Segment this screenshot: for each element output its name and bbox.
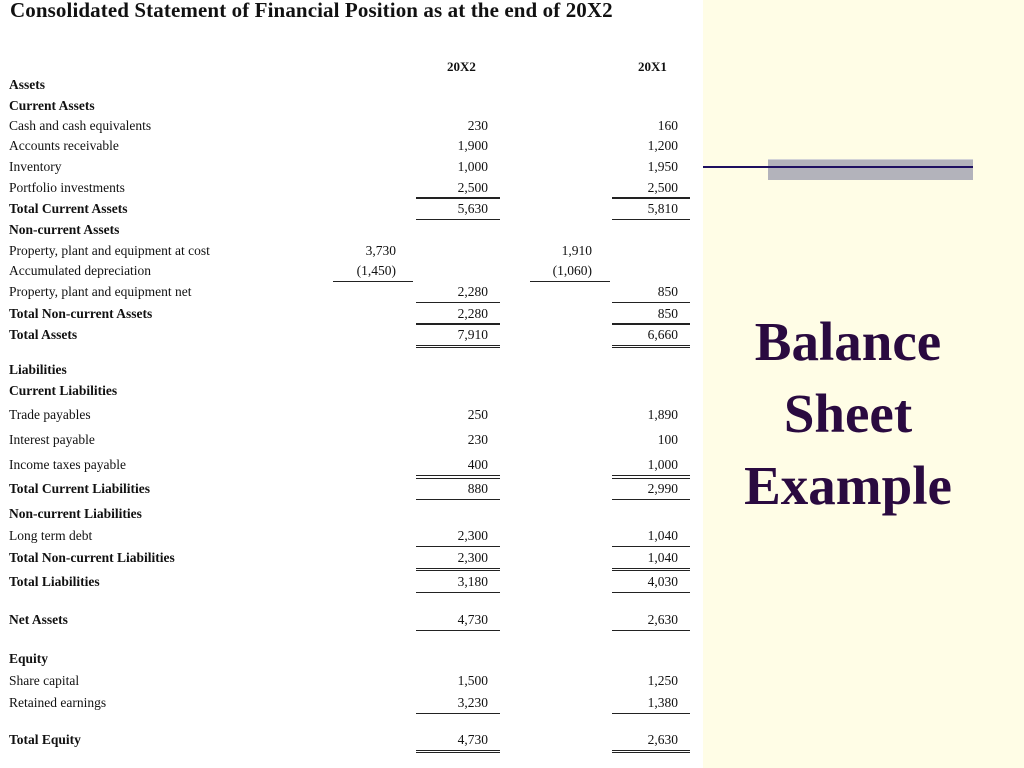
row-value-c2: 2,300 bbox=[457, 550, 488, 565]
underline bbox=[416, 323, 500, 324]
row-value-c2: 250 bbox=[467, 407, 488, 422]
row-label: Total Liabilities bbox=[9, 574, 100, 589]
underline bbox=[612, 475, 690, 476]
double-underline bbox=[612, 345, 690, 348]
underline bbox=[416, 568, 500, 569]
row-label: Total Non-current Assets bbox=[9, 306, 153, 321]
row-label: Trade payables bbox=[9, 407, 91, 422]
row-label: Accumulated depreciation bbox=[9, 263, 152, 278]
row-value-c1: 850 bbox=[657, 306, 678, 321]
row-value-c2: 1,900 bbox=[457, 138, 488, 153]
underline bbox=[416, 570, 500, 571]
underline bbox=[333, 281, 413, 282]
row-value-c2: 5,630 bbox=[457, 201, 488, 216]
row-label: Current Assets bbox=[9, 98, 95, 113]
slide-title-line: Example bbox=[744, 455, 952, 516]
row-value-c1: 100 bbox=[657, 432, 678, 447]
row-label: Interest payable bbox=[9, 432, 95, 447]
slide-title bbox=[703, 306, 993, 522]
row-label: Total Current Assets bbox=[9, 201, 128, 216]
double-underline bbox=[416, 345, 500, 348]
double-underline bbox=[416, 750, 500, 753]
accent-line bbox=[703, 166, 773, 168]
underline bbox=[612, 546, 690, 547]
underline bbox=[416, 713, 500, 714]
underline bbox=[416, 630, 500, 631]
row-value-c2: 400 bbox=[467, 457, 488, 472]
row-label: Income taxes payable bbox=[9, 457, 126, 472]
underline bbox=[416, 198, 500, 199]
underline bbox=[612, 713, 690, 714]
underline bbox=[416, 197, 500, 198]
row-label: Portfolio investments bbox=[9, 180, 125, 195]
row-value-c1: 1,000 bbox=[647, 457, 678, 472]
row-label: Total Assets bbox=[9, 327, 78, 342]
underline bbox=[416, 592, 500, 593]
row-label: Accounts receivable bbox=[9, 138, 119, 153]
underline bbox=[416, 219, 500, 220]
column-header-20x2: 20X2 bbox=[447, 59, 476, 74]
row-value-c1: 1,380 bbox=[647, 695, 678, 710]
underline bbox=[612, 499, 690, 500]
row-value-c1: 1,040 bbox=[647, 550, 678, 565]
row-value-s1: 1,910 bbox=[561, 243, 592, 258]
row-label: Net Assets bbox=[9, 612, 68, 627]
underline bbox=[416, 324, 500, 325]
underline bbox=[612, 219, 690, 220]
row-value-c1: 4,030 bbox=[647, 574, 678, 589]
row-label: Cash and cash equivalents bbox=[9, 118, 152, 133]
row-value-c1: 1,250 bbox=[647, 673, 678, 688]
underline bbox=[612, 324, 690, 325]
row-value-c2: 1,000 bbox=[457, 159, 488, 174]
row-label: Non-current Assets bbox=[9, 222, 120, 237]
row-value-c2: 3,230 bbox=[457, 695, 488, 710]
row-value-c2: 2,280 bbox=[457, 306, 488, 321]
accent-bar-line bbox=[768, 166, 973, 168]
row-label: Share capital bbox=[9, 673, 80, 688]
row-value-c1: 2,500 bbox=[647, 180, 678, 195]
statement-title: Consolidated Statement of Financial Position as at the end of 20X2 bbox=[10, 0, 613, 22]
slide-title-line: Sheet bbox=[783, 383, 913, 444]
underline bbox=[416, 478, 500, 479]
row-value-s1: (1,060) bbox=[552, 263, 592, 278]
row-label: Property, plant and equipment at cost bbox=[9, 243, 210, 258]
column-header-20x1: 20X1 bbox=[638, 59, 667, 74]
underline bbox=[612, 323, 690, 324]
row-value-c2: 2,300 bbox=[457, 528, 488, 543]
row-value-c1: 160 bbox=[657, 118, 678, 133]
underline bbox=[612, 478, 690, 479]
row-value-c1: 6,660 bbox=[647, 327, 678, 342]
row-value-c1: 1,040 bbox=[647, 528, 678, 543]
row-value-c2: 2,280 bbox=[457, 284, 488, 299]
row-value-c2: 880 bbox=[467, 481, 488, 496]
underline bbox=[612, 302, 690, 303]
underline bbox=[530, 281, 610, 282]
row-value-c2: 3,180 bbox=[457, 574, 488, 589]
underline bbox=[612, 630, 690, 631]
underline bbox=[416, 499, 500, 500]
row-label: Equity bbox=[9, 651, 49, 666]
row-label: Total Equity bbox=[9, 732, 81, 747]
row-value-c1: 2,630 bbox=[647, 612, 678, 627]
row-label: Long term debt bbox=[9, 528, 93, 543]
row-value-s2: (1,450) bbox=[356, 263, 396, 278]
row-value-c2: 230 bbox=[467, 432, 488, 447]
underline bbox=[416, 302, 500, 303]
row-value-c2: 7,910 bbox=[457, 327, 488, 342]
row-label: Non-current Liabilities bbox=[9, 506, 142, 521]
underline bbox=[416, 546, 500, 547]
row-label: Assets bbox=[9, 77, 45, 92]
row-value-c2: 230 bbox=[467, 118, 488, 133]
row-value-c1: 1,890 bbox=[647, 407, 678, 422]
row-value-c1: 850 bbox=[657, 284, 678, 299]
row-label: Liabilities bbox=[9, 362, 67, 377]
double-underline bbox=[612, 750, 690, 753]
row-value-c2: 1,500 bbox=[457, 673, 488, 688]
underline bbox=[612, 197, 690, 198]
row-value-c1: 2,990 bbox=[647, 481, 678, 496]
slide-title-line: Balance bbox=[754, 311, 942, 372]
row-value-c2: 4,730 bbox=[457, 612, 488, 627]
underline bbox=[612, 570, 690, 571]
underline bbox=[612, 592, 690, 593]
row-label: Total Current Liabilities bbox=[9, 481, 151, 496]
row-value-c1: 1,200 bbox=[647, 138, 678, 153]
row-value-c2: 2,500 bbox=[457, 180, 488, 195]
row-label: Current Liabilities bbox=[9, 383, 118, 398]
underline bbox=[612, 198, 690, 199]
row-label: Inventory bbox=[9, 159, 62, 174]
row-value-c1: 1,950 bbox=[647, 159, 678, 174]
underline bbox=[612, 568, 690, 569]
row-label: Property, plant and equipment net bbox=[9, 284, 192, 299]
underline bbox=[416, 475, 500, 476]
row-value-c1: 5,810 bbox=[647, 201, 678, 216]
row-label: Total Non-current Liabilities bbox=[9, 550, 175, 565]
row-value-c2: 4,730 bbox=[457, 732, 488, 747]
row-label: Retained earnings bbox=[9, 695, 107, 710]
row-value-s2: 3,730 bbox=[365, 243, 396, 258]
accent-bar bbox=[768, 159, 973, 180]
row-value-c1: 2,630 bbox=[647, 732, 678, 747]
